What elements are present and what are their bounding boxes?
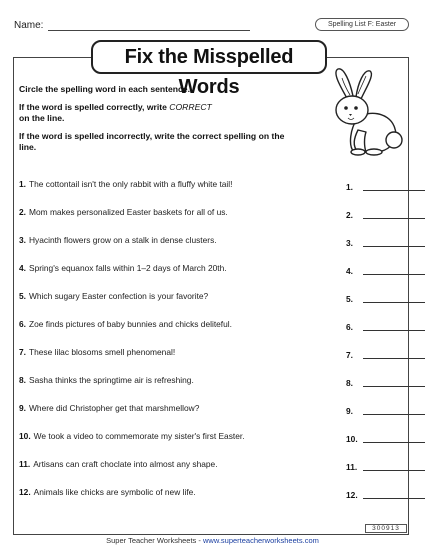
- answer-line[interactable]: [363, 414, 425, 415]
- question-text: Sasha thinks the springtime air is refreshing.: [29, 375, 194, 385]
- answer-number: 9.: [346, 406, 353, 416]
- name-field-line[interactable]: [48, 21, 250, 31]
- question-text: We took a video to commemorate my sister's first Easter.: [33, 431, 245, 441]
- answer-line[interactable]: [363, 442, 425, 443]
- question-number: 8.: [19, 375, 26, 385]
- question-text: Zoe finds pictures of baby bunnies and chicks deliteful.: [29, 319, 232, 329]
- bunny-icon: [318, 66, 406, 156]
- question-number: 5.: [19, 291, 26, 301]
- instruction-incorrect: If the word is spelled incorrectly, write the correct spelling on the line.: [19, 131, 285, 152]
- question-row: [19, 459, 407, 473]
- question-row: [19, 487, 407, 501]
- footer-brand: Super Teacher Worksheets: [106, 536, 197, 545]
- instruction-correct-word: CORRECT: [169, 102, 212, 112]
- answer-line[interactable]: [363, 498, 425, 499]
- answer-number: 5.: [346, 294, 353, 304]
- answer-line[interactable]: [363, 274, 425, 275]
- answer-number: 11.: [346, 462, 358, 472]
- question-number: 1.: [19, 179, 26, 189]
- question-text: Spring's equanox falls within 1–2 days of March 20th.: [29, 263, 227, 273]
- answer-line[interactable]: [363, 302, 425, 303]
- question-row: [19, 291, 407, 305]
- question-row: [19, 347, 407, 361]
- question-number: 2.: [19, 207, 26, 217]
- question-number: 9.: [19, 403, 26, 413]
- question-row: [19, 235, 407, 249]
- worksheet-code: 300913: [365, 524, 407, 533]
- footer-url-link[interactable]: www.superteacherworksheets.com: [202, 536, 319, 545]
- question-number: 6.: [19, 319, 26, 329]
- instruction-correct-a: If the word is spelled correctly, write: [19, 102, 167, 112]
- answer-number: 3.: [346, 238, 353, 248]
- name-label: Name:: [14, 20, 44, 31]
- answer-number: 8.: [346, 378, 353, 388]
- question-row: [19, 403, 407, 417]
- question-text: Artisans can craft choclate into almost any shape.: [33, 459, 218, 469]
- answer-line[interactable]: [363, 330, 425, 331]
- question-row: [19, 207, 407, 221]
- question-text: Which sugary Easter confection is your favorite?: [29, 291, 209, 301]
- page-title: Fix the Misspelled Words: [91, 40, 327, 74]
- question-row: [19, 319, 407, 333]
- answer-line[interactable]: [363, 386, 425, 387]
- question-text: Hyacinth flowers grow on a stalk in dense clusters.: [29, 235, 217, 245]
- question-number: 12.: [19, 487, 31, 497]
- answer-number: 2.: [346, 210, 353, 220]
- answer-number: 4.: [346, 266, 353, 276]
- question-text: Animals like chicks are symbolic of new life.: [33, 487, 196, 497]
- answer-line[interactable]: [363, 470, 425, 471]
- question-text: Where did Christopher get that marshmellow?: [29, 403, 200, 413]
- question-number: 4.: [19, 263, 26, 273]
- question-text: The cottontail isn't the only rabbit with a fluffy white tail!: [29, 179, 233, 189]
- answer-line[interactable]: [363, 358, 425, 359]
- instruction-correct-b: on the line.: [19, 113, 65, 123]
- answer-number: 10.: [346, 434, 358, 444]
- instruction-correct: [19, 102, 299, 124]
- question-row: [19, 263, 407, 277]
- question-number: 11.: [19, 459, 31, 469]
- answer-line[interactable]: [363, 190, 425, 191]
- instructions: [19, 84, 299, 160]
- question-row: [19, 431, 407, 445]
- answer-line[interactable]: [363, 246, 425, 247]
- answer-number: 1.: [346, 182, 353, 192]
- question-text: These lilac blosoms smell phenomenal!: [29, 347, 176, 357]
- name-row: [14, 20, 250, 31]
- answer-number: 6.: [346, 322, 353, 332]
- question-row: [19, 375, 407, 389]
- question-number: 3.: [19, 235, 26, 245]
- footer: [0, 536, 425, 545]
- answer-number: 12.: [346, 490, 358, 500]
- question-number: 10.: [19, 431, 31, 441]
- answer-number: 7.: [346, 350, 353, 360]
- footer-separator: -: [196, 536, 203, 545]
- answer-line[interactable]: [363, 218, 425, 219]
- question-text: Mom makes personalized Easter baskets for all of us.: [29, 207, 228, 217]
- instruction-circle: Circle the spelling word in each sentence.: [19, 84, 190, 94]
- question-number: 7.: [19, 347, 26, 357]
- question-row: [19, 179, 407, 193]
- spelling-list-badge: Spelling List F: Easter: [315, 18, 409, 31]
